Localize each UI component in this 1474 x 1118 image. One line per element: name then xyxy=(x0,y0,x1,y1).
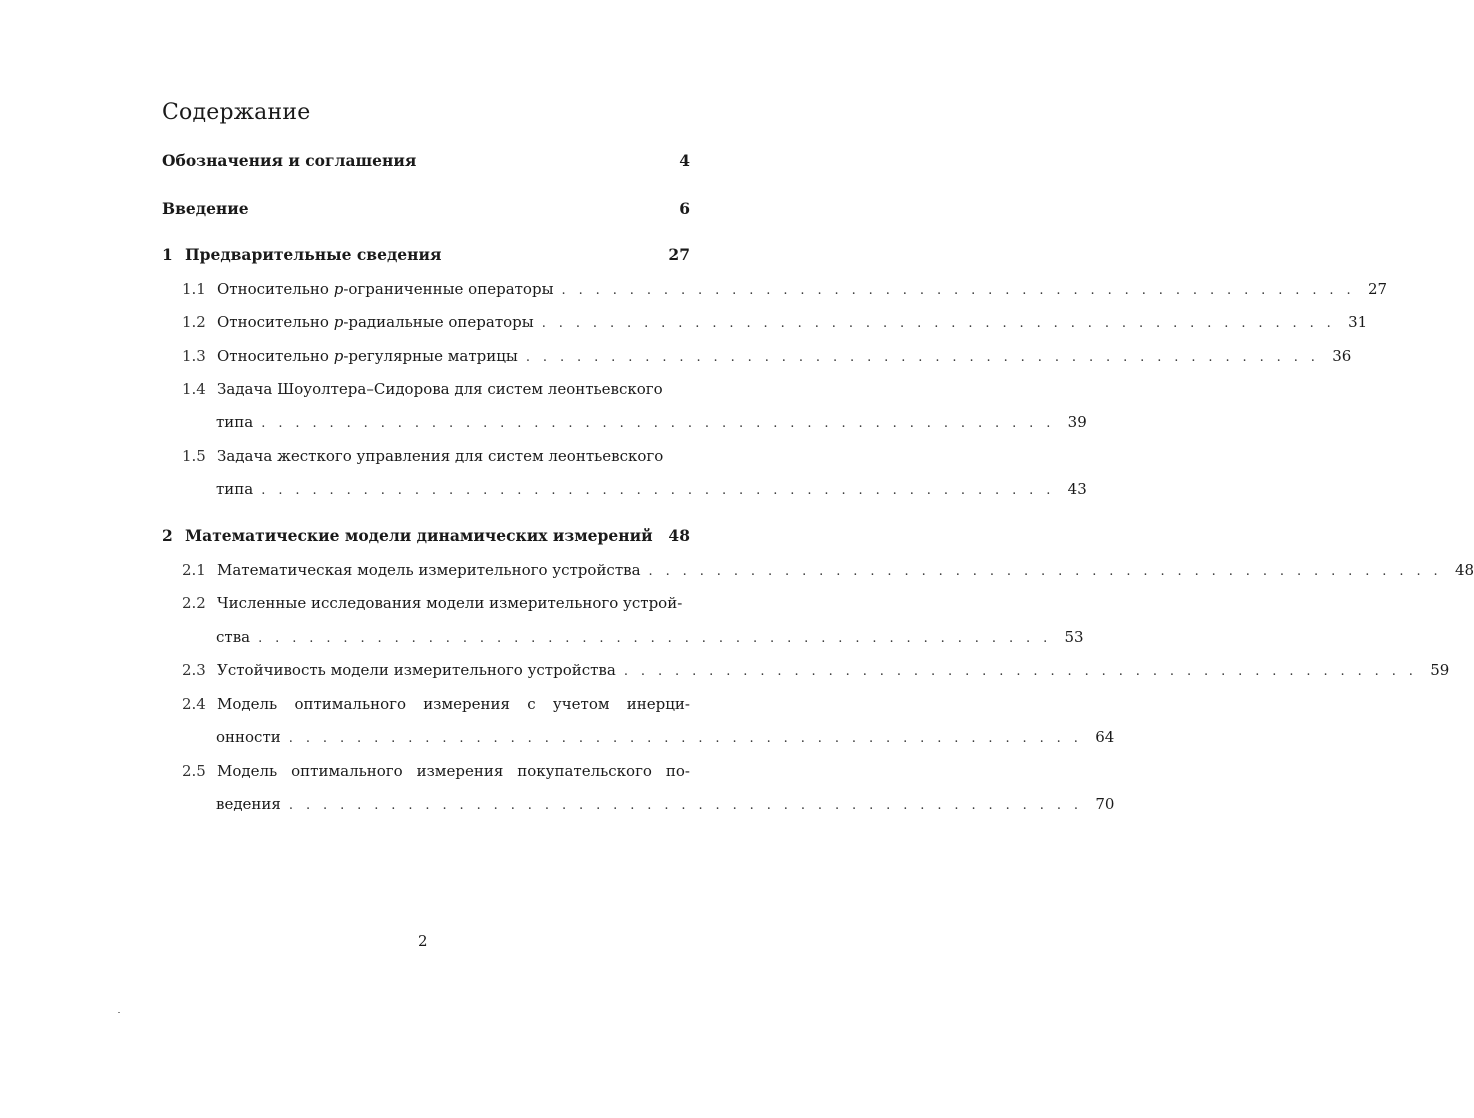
section-title: Модель оптимального измерения с учетом инерци- xyxy=(217,695,690,713)
toc-section-1-1[interactable] xyxy=(182,280,1388,300)
chapter-title: Математические модели динамических измерений xyxy=(185,526,653,545)
toc-entry-title: Введение xyxy=(162,199,249,218)
scan-speck xyxy=(118,1012,120,1013)
dot-leader: . . . . . . . . . . . . . . . . . . . . . . . . . . . . . . . . . . . . . . . . . . . . . . . xyxy=(261,416,1055,431)
toc-page-number: 36 xyxy=(1332,347,1352,365)
chapter-title: Предварительные сведения xyxy=(185,245,442,264)
section-title: Относительно p-ограниченные операторы xyxy=(217,280,554,298)
section-title-cont: типа xyxy=(216,480,254,498)
toc-section-1-4[interactable] xyxy=(182,380,690,398)
section-title: Модель оптимального измерения покупательского по- xyxy=(217,762,690,780)
section-title: Устойчивость модели измерительного устройства xyxy=(217,661,616,679)
toc-section-1-3[interactable] xyxy=(182,347,1352,367)
dot-leader: . . . . . . . . . . . . . . . . . . . . . . . . . . . . . . . . . . . . . . . . . . . . . . . xyxy=(623,664,1418,679)
dot-leader: . . . . . . . . . . . . . . . . . . . . . . . . . . . . . . . . . . . . . . . . . . . . . . . xyxy=(525,350,1320,365)
section-title-cont: ства xyxy=(216,628,251,646)
section-title-cont: типа xyxy=(216,413,254,431)
toc-entry-intro[interactable] xyxy=(162,200,690,218)
toc-page-number: 53 xyxy=(1064,628,1084,646)
toc-section-1-4-cont[interactable] xyxy=(216,413,1087,433)
section-title: Относительно p-регулярные матрицы xyxy=(217,347,518,365)
toc-section-2-3[interactable] xyxy=(182,661,1450,681)
toc-section-1-2[interactable] xyxy=(182,313,1368,333)
toc-chapter-1[interactable] xyxy=(162,246,690,264)
toc-page-number: 27 xyxy=(668,245,690,264)
dot-leader: . . . . . . . . . . . . . . . . . . . . . . . . . . . . . . . . . . . . . . . . . . . . . . . xyxy=(258,631,1052,646)
dot-leader: . . . . . . . . . . . . . . . . . . . . . . . . . . . . . . . . . . . . . . . . . . . . . . . xyxy=(288,798,1083,813)
section-title-cont: онности xyxy=(216,728,281,746)
section-number: 2.3 xyxy=(182,661,206,679)
section-number: 2.5 xyxy=(182,762,206,780)
toc-section-1-5-cont[interactable] xyxy=(216,480,1087,500)
chapter-number: 2 xyxy=(162,526,173,545)
dot-leader: . . . . . . . . . . . . . . . . . . . . . . . . . . . . . . . . . . . . . . . . . . . . . . . xyxy=(648,564,1443,579)
chapter-number: 1 xyxy=(162,245,173,264)
page-title: Содержание xyxy=(162,100,311,125)
section-title-cont: ведения xyxy=(216,795,281,813)
section-number: 1.5 xyxy=(182,447,206,465)
dot-leader: . . . . . . . . . . . . . . . . . . . . . . . . . . . . . . . . . . . . . . . . . . . . . . . xyxy=(261,483,1055,498)
toc-section-2-2-cont[interactable] xyxy=(216,628,1084,648)
toc-page-number: 64 xyxy=(1095,728,1115,746)
toc-page-number: 27 xyxy=(1367,280,1388,298)
section-title: Математическая модель измерительного устройства xyxy=(217,561,641,579)
toc-section-2-2[interactable] xyxy=(182,594,690,612)
section-title: Относительно p-радиальные операторы xyxy=(217,313,534,331)
toc-page-number: 39 xyxy=(1067,413,1087,431)
page-number-footer: 2 xyxy=(418,932,428,950)
section-number: 1.1 xyxy=(182,280,206,298)
section-title: Задача Шоуолтера–Сидорова для систем леонтьевского xyxy=(217,380,663,398)
dot-leader: . . . . . . . . . . . . . . . . . . . . . . . . . . . . . . . . . . . . . . . . . . . . . . . xyxy=(561,283,1356,298)
toc-page-number: 6 xyxy=(679,199,690,218)
dot-leader: . . . . . . . . . . . . . . . . . . . . . . . . . . . . . . . . . . . . . . . . . . . . . . . xyxy=(288,731,1083,746)
section-number: 2.2 xyxy=(182,594,206,612)
toc-entry-title: Обозначения и соглашения xyxy=(162,151,417,170)
toc-section-2-5-cont[interactable] xyxy=(216,795,1115,815)
section-title: Задача жесткого управления для систем леонтьевского xyxy=(217,447,664,465)
toc-page-number: 31 xyxy=(1348,313,1368,331)
toc-page-number: 70 xyxy=(1095,795,1115,813)
section-number: 2.4 xyxy=(182,695,206,713)
dot-leader: . . . . . . . . . . . . . . . . . . . . . . . . . . . . . . . . . . . . . . . . . . . . . . . xyxy=(541,316,1336,331)
section-title: Численные исследования модели измерительного устрой- xyxy=(217,594,683,612)
section-number: 1.2 xyxy=(182,313,206,331)
section-number: 2.1 xyxy=(182,561,206,579)
toc-entry-notation[interactable] xyxy=(162,152,690,170)
section-number: 1.3 xyxy=(182,347,206,365)
toc-section-2-5[interactable] xyxy=(182,762,690,780)
toc-section-2-4-cont[interactable] xyxy=(216,728,1115,748)
toc-page-number: 48 xyxy=(668,526,690,545)
toc-chapter-2[interactable] xyxy=(162,527,690,545)
section-number: 1.4 xyxy=(182,380,206,398)
toc-section-2-4[interactable] xyxy=(182,695,690,713)
toc-page-number: 43 xyxy=(1067,480,1087,498)
toc-page-number: 4 xyxy=(679,151,690,170)
toc-section-1-5[interactable] xyxy=(182,447,690,465)
toc-section-2-1[interactable] xyxy=(182,561,1474,581)
toc-page-number: 59 xyxy=(1430,661,1450,679)
toc-page-number: 48 xyxy=(1454,561,1474,579)
